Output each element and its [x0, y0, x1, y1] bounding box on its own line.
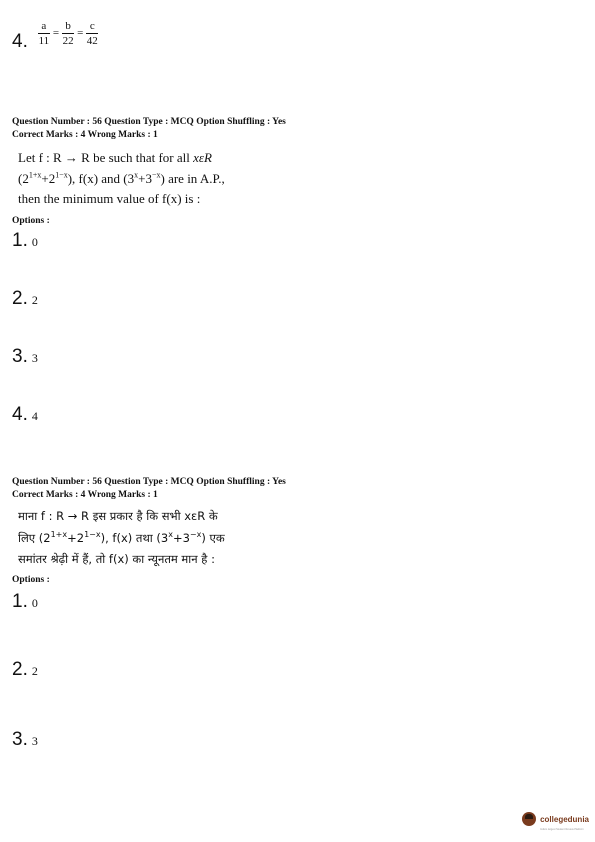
question-meta: Question Number : 56 Question Type : MCQ Option Shuffling : Yes: [12, 117, 286, 127]
option-value: 4: [31, 409, 38, 423]
question-line-1: Let f : R → R be such that for all xεR: [18, 150, 212, 165]
question-line-3: समांतर श्रेढ़ी में हैं, तो f(x) का न्यूनतम मान है :: [18, 552, 215, 566]
option-value: 3: [31, 734, 38, 748]
mascot-icon: [522, 812, 536, 826]
marks-meta: Correct Marks : 4 Wrong Marks : 1: [12, 130, 158, 140]
option-1[interactable]: [12, 231, 38, 251]
question-line-3: then the minimum value of f(x) is :: [18, 191, 201, 206]
option-number: 4.: [12, 404, 28, 425]
option-number: 3.: [12, 729, 28, 750]
option-number: 3.: [12, 346, 28, 367]
question-line-2: लिए $(2^{1+x}+2^{1-x})$, f(x) तथा $(3^x+3^{-x})$ एक: [18, 530, 225, 545]
fraction-equation: $\frac{a}{11}$ = $\frac{b}{22}$ = $\frac{c}{42}$: [38, 20, 98, 47]
option-4[interactable]: [12, 405, 38, 425]
option-2[interactable]: [12, 660, 38, 680]
option-value: 0: [31, 235, 38, 249]
question-line-2: $(2^{1+x}+2^{1-x})$, f(x) and $(3^x+3^{-x})$ are in A.P.,: [18, 170, 225, 186]
option-value: 3: [31, 351, 38, 365]
question-meta: Question Number : 56 Question Type : MCQ Option Shuffling : Yes: [12, 477, 286, 487]
option-number: 2.: [12, 288, 28, 309]
logo-name: collegedunia: [540, 814, 589, 824]
option-number: 1.: [12, 230, 28, 251]
option-3[interactable]: [12, 730, 38, 750]
option-value: 0: [31, 596, 38, 610]
option-number: 4.: [12, 31, 28, 52]
option-value: 2: [31, 293, 38, 307]
fraction-b-22: $\frac{b}{22}$: [62, 20, 74, 47]
question-line-1: माना f : R → R इस प्रकार है कि सभी xεR के: [18, 509, 218, 523]
options-label: Options :: [12, 216, 50, 226]
marks-meta: Correct Marks : 4 Wrong Marks : 1: [12, 490, 158, 500]
option-3[interactable]: [12, 347, 38, 367]
fraction-c-42: $\frac{c}{42}$: [86, 20, 98, 47]
prev-option-4: [12, 14, 98, 52]
logo-tagline: India's largest Student Review Platform: [540, 828, 584, 831]
option-value: 2: [31, 664, 38, 678]
option-number: 1.: [12, 591, 28, 612]
option-1[interactable]: [12, 592, 38, 612]
collegedunia-logo: [522, 810, 589, 831]
fraction-a-11: $\frac{a}{11}$: [38, 20, 50, 47]
option-2[interactable]: [12, 289, 38, 309]
option-number: 2.: [12, 659, 28, 680]
options-label: Options :: [12, 575, 50, 585]
